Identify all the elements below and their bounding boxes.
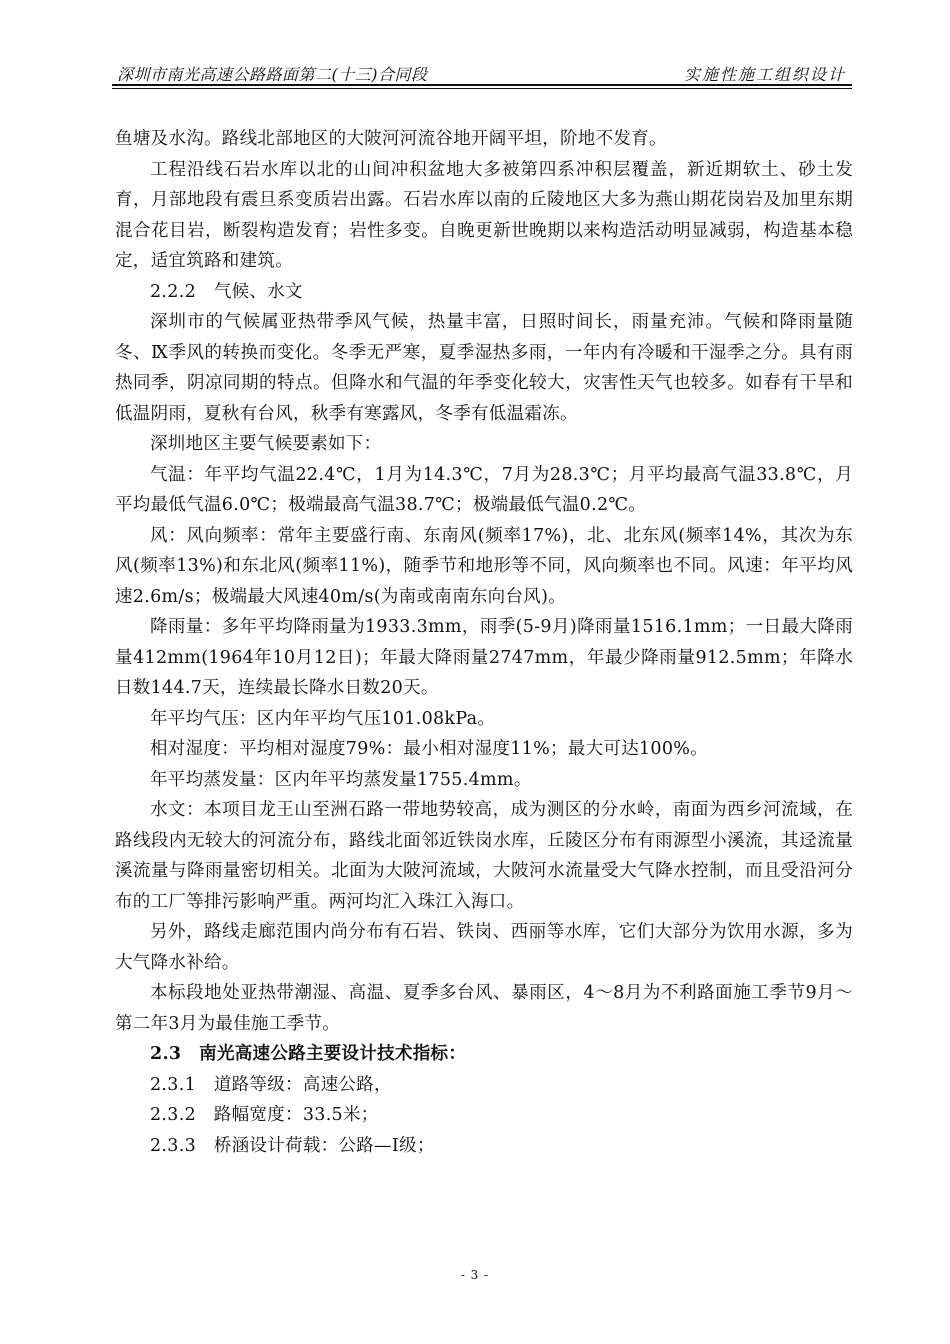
paragraph-pressure: 年平均气压：区内年平均气压101.08kPa。 [150,708,496,729]
paragraph-humidity: 相对湿度：平均相对湿度79%：最小相对湿度11%；最大可达100%。 [150,739,709,759]
paragraph-geology: 工程沿线石岩水库以北的山间冲积盆地大多被第四系冲积层覆盖，新近期软土、砂土发育，月部地段有震旦系变质岩出露。石岩水库以南的丘陵地区大多为燕山期花岗岩及加里东期混合花目岩，断裂构造发育；岩性多变。自晚更新世晚期以来构造活动明显减弱，构造基本稳定，适宜筑路和建筑。 [115,159,853,271]
paragraph-climate-overview: 深圳市的气候属亚热带季风气候，热量丰富，日照时间长，雨量充沛。气候和降雨量随冬、Ⅸ季风的转换而变化。冬季无严寒，夏季湿热多雨，一年内有冷暖和干湿季之分。具有雨热同季，阴凉同期的特点。但降水和气温的年季变化较大，灾害性天气也较多。如春有干旱和低温阴雨，夏秋有台风，秋季有寒露风，冬季有低温霜冻。 [115,312,853,424]
paragraph-evaporation: 年平均蒸发量：区内年平均蒸发量1755.4mm。 [150,769,532,790]
item-road-grade: 2.3.1 道路等级：高速公路， [150,1074,392,1095]
paragraph-construction-season: 本标段地处亚热带潮湿、高温、夏季多台风、暴雨区，4～8月为不利路面施工季节9月～第二年3月为最佳施工季节。 [115,983,853,1034]
page-number: - 3 - [460,1268,490,1282]
section-heading-design-indicators: 2.3 南光高速公路主要设计技术指标： [150,1044,467,1064]
paragraph-temperature: 气温：年平均气温22.4℃，1月为14.3℃，7月为28.3℃；月平均最高气温33.8℃，月平均最低气温6.0℃；极端最高气温38.7℃；极端最低气温0.2℃。 [115,464,853,515]
paragraph-rainfall: 降雨量：多年平均降雨量为1933.3mm，雨季(5-9月)降雨量1516.1mm；一日最大降雨量412mm(1964年10月12日)；年最大降雨量2747mm，年最少降雨量912.5mm；年降水日数144.7天，连续最长降水日数20天。 [115,617,853,698]
section-heading-climate: 2.2.2 气候、水文 [150,281,303,302]
header-project-title: 深圳市南光高速公路路面第二(十三)合同段 [117,65,428,84]
item-road-width: 2.3.2 路幅宽度：33.5米； [150,1105,379,1125]
header-rule-thin [112,88,852,89]
header-document-title: 实施性施工组织设计 [683,65,846,84]
paragraph-wind: 风：风向频率：常年主要盛行南、东南风(频率17%)，北、北东风(频率14%，其次为东风(频率13%)和东北风(频率11%)，随季节和地形等不同，风向频率也不同。风速：年平均风速2.6m/s；极端最大风速40m/s(为南或南南东向台风)。 [115,525,853,607]
paragraph-reservoirs: 另外，路线走廊范围内尚分布有石岩、铁岗、西丽等水库，它们大部分为饮用水源，多为大气降水补给。 [115,922,853,973]
paragraph-climate-intro: 深圳地区主要气候要素如下： [150,434,382,454]
paragraph-geology-end: 鱼塘及水沟。路线北部地区的大陂河河流谷地开阔平坦，阶地不发育。 [115,129,667,149]
paragraph-hydrology: 水文：本项目龙王山至洲石路一带地势较高，成为测区的分水岭，南面为西乡河流域，在路线段内无较大的河流分布，路线北面邻近铁岗水库，丘陵区分布有雨源型小溪流，其迳流量溪流量与降雨量密切相关。北面为大陂河流域，大陂河水流量受大气降水控制，而且受沿河分布的工厂等排污影响严重。两河均汇入珠江入海口。 [115,800,853,912]
header-rule-thick [112,84,852,86]
page-header [112,56,852,82]
item-bridge-load: 2.3.3 桥涵设计荷载：公路—Ⅰ级； [150,1135,435,1156]
document-body [115,124,853,1161]
